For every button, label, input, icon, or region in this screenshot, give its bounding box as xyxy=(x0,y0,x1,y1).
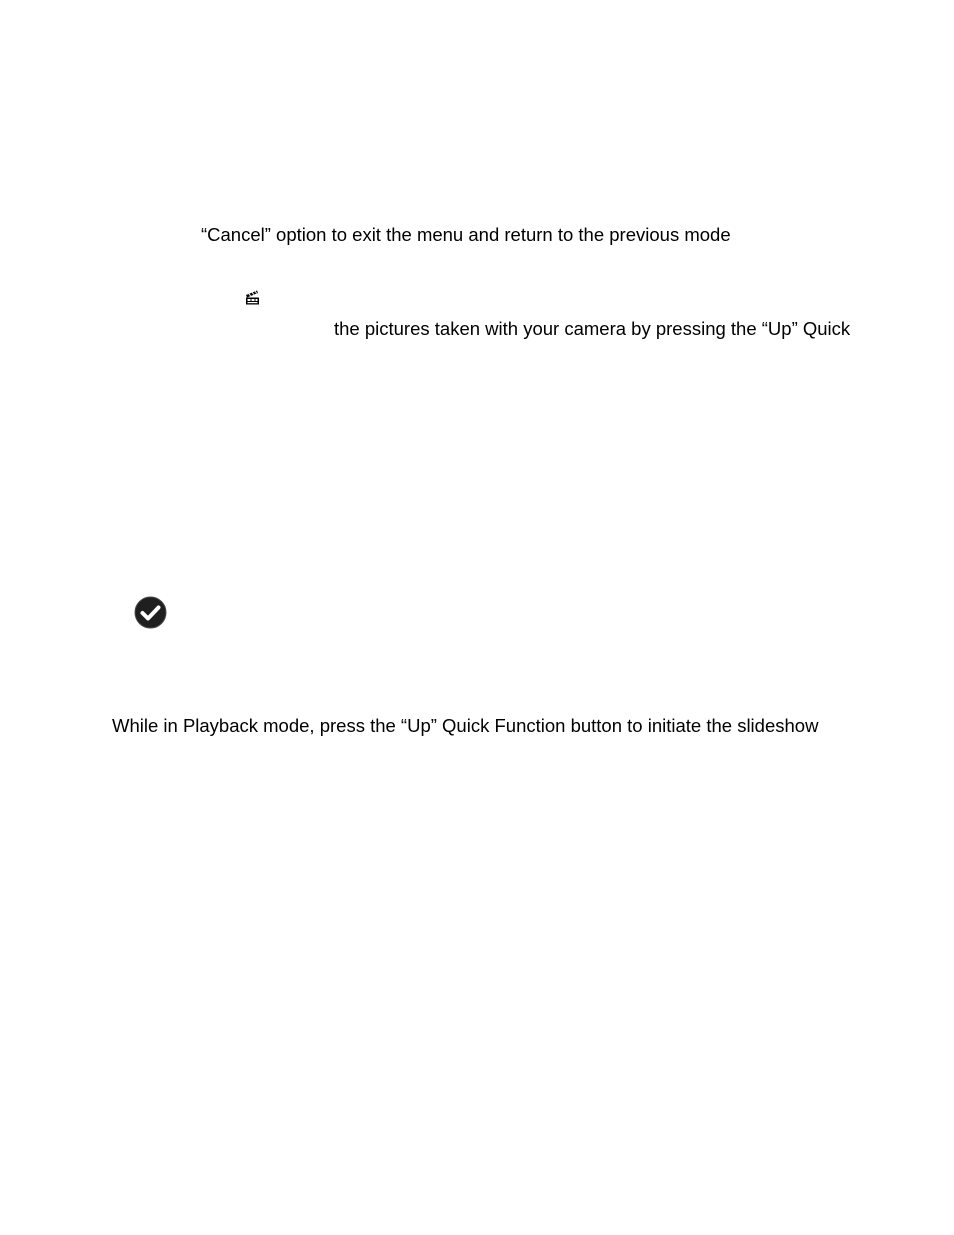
clapperboard-icon xyxy=(244,289,261,305)
playback-instruction-text: While in Playback mode, press the “Up” Quick Function button to initiate the slideshow xyxy=(112,715,819,736)
cancel-option-text: “Cancel” option to exit the menu and return to the previous mode xyxy=(201,224,731,245)
checkmark-circle-icon xyxy=(134,596,167,629)
pictures-taken-text: the pictures taken with your camera by pressing the “Up” Quick xyxy=(334,318,851,339)
